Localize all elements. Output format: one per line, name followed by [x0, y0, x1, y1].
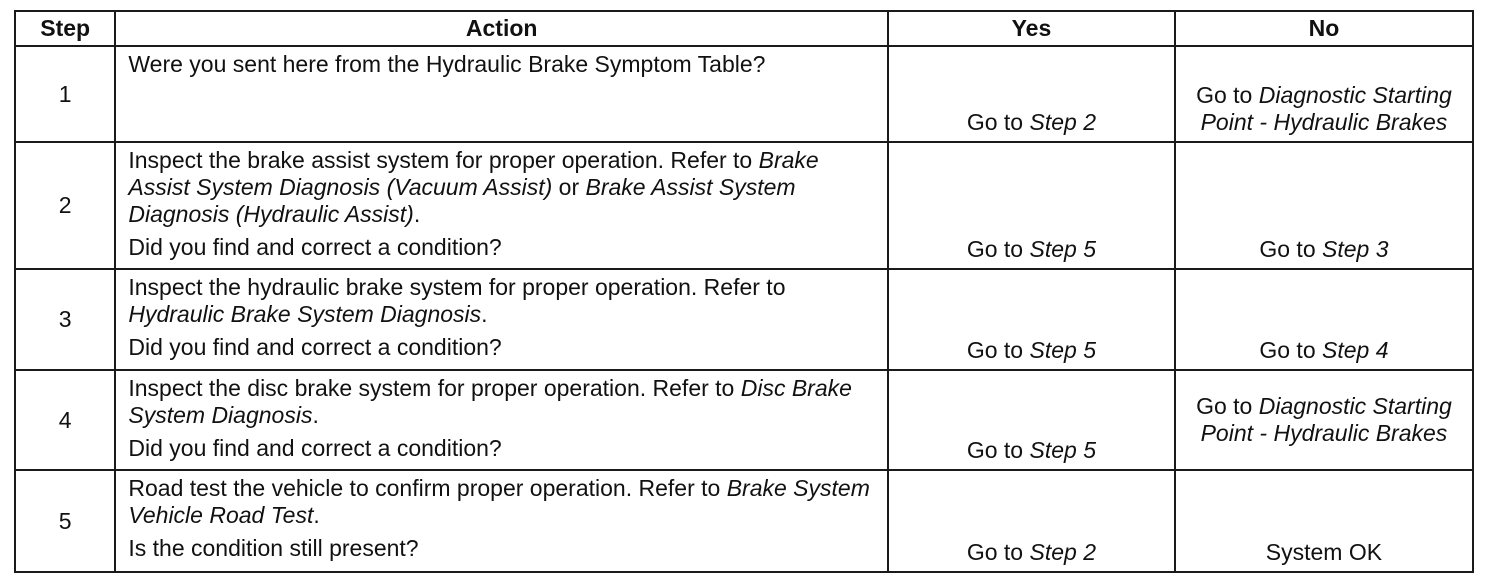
action-cell: [115, 269, 888, 370]
text-run: Go to: [1196, 82, 1259, 108]
step-number: 3: [15, 269, 115, 370]
action-cell: [115, 46, 888, 142]
text-run: Go to: [966, 236, 1030, 262]
text-run: System OK: [1265, 539, 1383, 565]
text-run: Go to: [966, 109, 1030, 135]
italic-reference: Step 4: [1322, 337, 1389, 363]
yes-cell: [888, 269, 1175, 370]
no-cell: [1175, 46, 1473, 142]
italic-reference: Brake Assist System Diagnosis (Vacuum Assist): [128, 147, 819, 200]
text-run: Go to: [1196, 392, 1259, 419]
header-no: No: [1175, 11, 1473, 46]
action-cell: [115, 370, 888, 470]
step-number: 5: [15, 470, 115, 572]
step-number: 1: [15, 46, 115, 142]
text-run: Go to: [966, 539, 1030, 565]
action-text: [128, 51, 877, 78]
text-run: Go to: [966, 337, 1030, 363]
text-run: Road test the vehicle to confirm proper operation. Refer to: [128, 475, 727, 501]
italic-reference: Step 2: [1029, 109, 1096, 135]
italic-reference: Brake Assist System Diagnosis (Hydraulic Assist): [128, 174, 796, 227]
header-row: [15, 11, 1473, 46]
action-question: Is the condition still present?: [128, 535, 419, 561]
text-run: Go to: [966, 437, 1030, 463]
text-run: .: [413, 201, 421, 227]
table-row: [15, 142, 1473, 269]
no-cell: [1175, 470, 1473, 572]
step-number: 4: [15, 370, 115, 470]
italic-reference: Step 5: [1029, 437, 1096, 463]
yes-cell: [888, 370, 1175, 470]
step-number: 2: [15, 142, 115, 269]
italic-reference: Hydraulic Brake System Diagnosis: [128, 301, 482, 327]
no-cell: [1175, 370, 1473, 470]
text-run: Inspect the brake assist system for proper operation. Refer to: [128, 147, 759, 173]
diagnostic-table: [14, 10, 1474, 573]
table-row: [15, 46, 1473, 142]
no-cell: [1175, 269, 1473, 370]
action-text: [128, 375, 877, 429]
italic-reference: Step 3: [1322, 236, 1389, 262]
action-text: [128, 274, 877, 328]
table-row: [15, 470, 1473, 572]
text-run: Go to: [1259, 236, 1323, 262]
italic-reference: Brake System Vehicle Road Test: [128, 475, 870, 528]
action-question: Did you find and correct a condition?: [128, 234, 502, 260]
italic-reference: Step 2: [1029, 539, 1096, 565]
yes-cell: [888, 470, 1175, 572]
header-yes: Yes: [888, 11, 1175, 46]
italic-reference: Diagnostic Starting Point - Hydraulic Brakes: [1200, 392, 1452, 446]
text-run: Inspect the hydraulic brake system for proper operation. Refer to: [128, 274, 786, 300]
action-question: Did you find and correct a condition?: [128, 435, 502, 461]
action-cell: [115, 470, 888, 572]
table-row: [15, 370, 1473, 470]
action-text: [128, 147, 877, 228]
text-run: or: [552, 174, 586, 200]
text-run: .: [312, 402, 319, 428]
no-cell: [1175, 142, 1473, 269]
yes-cell: [888, 142, 1175, 269]
text-run: Were you sent here from the Hydraulic Brake Symptom Table?: [128, 51, 766, 77]
header-action: Action: [115, 11, 888, 46]
text-run: Inspect the disc brake system for proper operation. Refer to: [128, 375, 741, 401]
header-step: Step: [15, 11, 115, 46]
italic-reference: Step 5: [1029, 337, 1096, 363]
yes-cell: [888, 46, 1175, 142]
italic-reference: Diagnostic Starting Point - Hydraulic Brakes: [1200, 82, 1452, 135]
text-run: .: [313, 502, 320, 528]
action-text: [128, 475, 877, 529]
action-cell: [115, 142, 888, 269]
text-run: Go to: [1259, 337, 1323, 363]
italic-reference: Step 5: [1029, 236, 1096, 262]
text-run: .: [481, 301, 488, 327]
italic-reference: Disc Brake System Diagnosis: [128, 375, 852, 428]
table-row: [15, 269, 1473, 370]
action-question: Did you find and correct a condition?: [128, 334, 502, 360]
